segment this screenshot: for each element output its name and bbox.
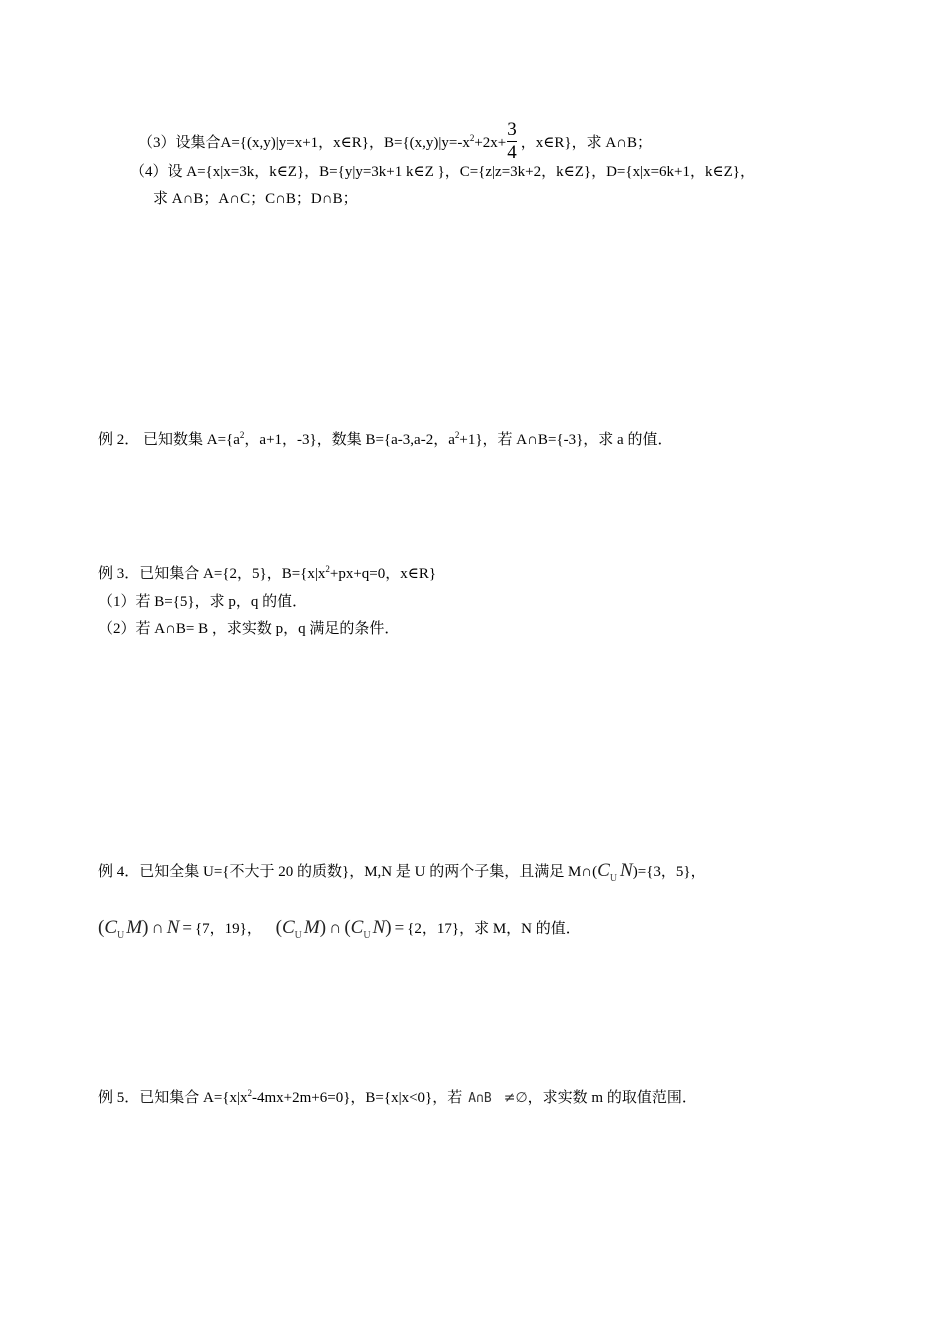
example-3-part-1: （1）若 B={5}，求 p，q 的值．	[98, 594, 308, 610]
ex3-sup: 2	[325, 564, 330, 574]
q3-tail: ，x∈R}，求 A∩B；	[520, 134, 652, 151]
q3-fraction-denominator: 4	[507, 142, 517, 163]
ex5-tail: ，求实数 m 的取值范围．	[527, 1090, 697, 1106]
ex3-prefix: 例 3．已知集合 A={2，5}，B={x|x	[98, 566, 326, 582]
ex4-eq1-n: N	[166, 917, 180, 938]
ex5-prefix: 例 5．已知集合 A={x|x	[98, 1090, 248, 1106]
example-2	[98, 430, 672, 450]
ex4-eq2-c1: C	[281, 917, 295, 938]
q3-fraction-numerator: 3	[507, 119, 517, 140]
ex4-eq1-c: C	[104, 917, 118, 938]
ex4-line1-tail: )={3，5}，	[632, 864, 706, 880]
question-4-line-1: （4）设 A={x|x=3k，k∈Z}，B={y|y=3k+1 k∈Z }，C={z|z=3k+2，k∈Z}，D={x|x=6k+1，k∈Z}，	[130, 164, 755, 180]
ex4-line1-prefix: 例 4．已知全集 U={不大于 20 的质数}，M,N 是 U 的两个子集，且满足 M∩(	[98, 864, 598, 880]
ex4-complement-n	[597, 860, 633, 884]
ex4-eq2-rhs: {2，17}，求 M，N 的值．	[407, 921, 581, 937]
q3-label: （3）设集合	[138, 134, 221, 151]
question-3	[138, 121, 652, 166]
q3-exponent: 2	[469, 132, 475, 143]
ex4-eq2-n: N	[372, 917, 386, 938]
ex5-mid: -4mx+2m+6=0}，B={x|x<0}，若	[252, 1090, 463, 1106]
q3-fraction	[507, 119, 517, 164]
ex5-sup: 2	[247, 1088, 252, 1098]
q3-set-a: A={(x,y)|y=x+1，x∈R}，B={(x,y)|y=-x	[220, 134, 470, 151]
example-4-line-1	[98, 861, 706, 882]
ex4-eq2-lhs: ($C_U$ M) ∩ ($C_U$ N) =	[275, 917, 405, 941]
ex2-mid: ，a+1，-3}，数集 B={a-3,a-2，a	[244, 432, 455, 448]
ex4-eq2-c2: C	[350, 917, 364, 938]
ex2-sup-1: 2	[239, 430, 245, 440]
ex4-eq1-rhs: {7，19}，	[194, 921, 262, 937]
q3-set-b-tail: +2x+	[474, 134, 507, 151]
example-3-part-2: （2）若 A∩B= B ，求实数 p，q 满足的条件．	[98, 621, 400, 637]
example-3	[98, 564, 436, 584]
ex4-eq1-m: M	[126, 917, 143, 938]
ex4-eq2-m: M	[303, 917, 320, 938]
ex3-tail: +px+q=0，x∈R}	[329, 566, 437, 582]
ex2-sup-2: 2	[454, 430, 460, 440]
example-4-line-2	[98, 918, 581, 939]
ex4-eq1-lhs: ($C_U$ M) ∩ N =	[98, 917, 192, 941]
ex2-prefix: 例 2． 已知数集 A={a	[98, 432, 240, 448]
ex4-c-symbol: C	[597, 860, 610, 881]
ex2-tail: +1}，若 A∩B={-3}，求 a 的值．	[459, 432, 673, 448]
ex5-not-equal-empty: ≠∅	[503, 1090, 528, 1106]
question-4-line-2: 求 A∩B；A∩C；C∩B；D∩B；	[153, 191, 358, 207]
ex4-u-subscript: U	[609, 873, 618, 884]
ex4-eq1-u: U	[117, 930, 125, 941]
ex4-n-symbol: N	[620, 860, 633, 881]
ex4-eq2-u2: U	[363, 930, 371, 941]
example-5	[98, 1088, 697, 1109]
ex4-eq2-u1: U	[294, 930, 302, 941]
ex5-condition: A∩B	[468, 1091, 492, 1106]
